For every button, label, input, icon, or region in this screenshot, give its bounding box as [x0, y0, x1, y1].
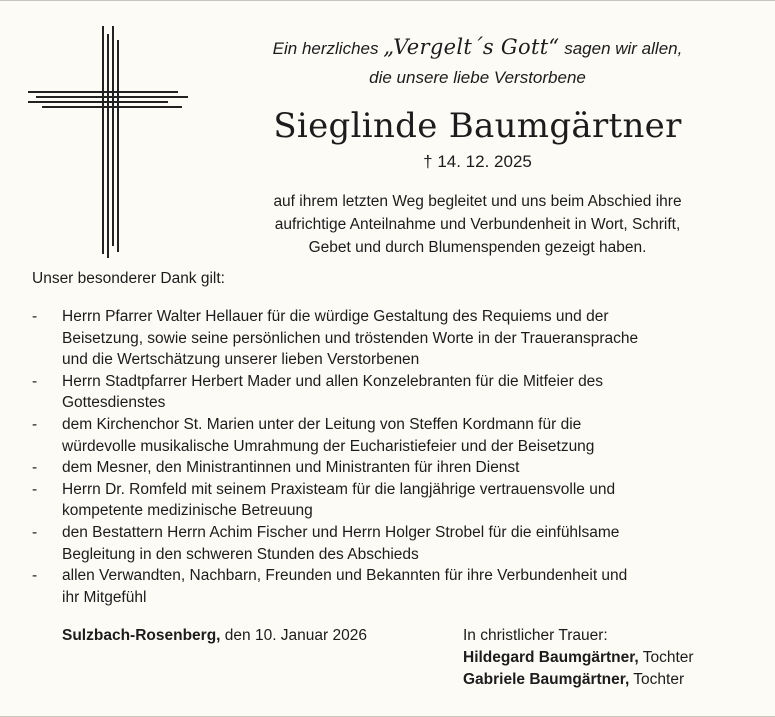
list-dash: -	[32, 480, 38, 498]
mourner-line	[463, 669, 694, 691]
notice-date: den 10. Januar 2026	[224, 627, 367, 644]
list-item	[0, 457, 775, 479]
list-item	[0, 522, 775, 565]
list-dash: -	[32, 372, 38, 390]
place-name: Sulzbach-Rosenberg,	[62, 627, 221, 644]
list-item-line: Beisetzung, sowie seine persönlichen und tröstenden Worte in der Traueransprache	[62, 329, 639, 347]
thanks-paragraph	[200, 190, 755, 259]
death-date: † 14. 12. 2025	[423, 152, 532, 171]
list-item-line: Gottesdienstes	[62, 394, 166, 412]
list-item-line: Herrn Stadtpfarrer Herbert Mader und allen Konzelebranten für die Mitfeier des	[62, 372, 604, 390]
list-item-line: und die Wertschätzung unserer lieben Verstorbenen	[62, 351, 420, 369]
list-item-line: Herrn Dr. Romfeld mit seinem Praxisteam für die langjährige vertrauensvolle und	[62, 480, 616, 498]
thanks-line: aufrichtige Anteilnahme und Verbundenheit in Wort, Schrift,	[274, 216, 681, 233]
list-item-line: allen Verwandten, Nachbarn, Freunden und Bekannten für ihre Verbundenheit und	[62, 567, 628, 585]
list-item-line: Begleitung in den schweren Stunden des Abschieds	[62, 545, 419, 563]
intro-post: sagen wir allen,	[564, 39, 683, 58]
list-item	[0, 371, 775, 414]
special-thanks-heading: Unser besonderer Dank gilt:	[32, 270, 225, 287]
vergelts-gott-quote: „Vergelt´s Gott“	[383, 35, 560, 59]
list-item	[0, 565, 775, 608]
list-item-line: dem Kirchenchor St. Marien unter der Leitung von Steffen Kordmann für die	[62, 415, 582, 433]
list-dash: -	[32, 459, 38, 477]
intro-pre: Ein herzliches	[272, 39, 379, 58]
mourner-line	[463, 647, 694, 669]
list-dash: -	[32, 415, 38, 433]
list-item-line: ihr Mitgefühl	[62, 588, 147, 606]
mourner-name: Gabriele Baumgärtner,	[463, 671, 630, 688]
mourning-heading: In christlicher Trauer:	[463, 627, 608, 644]
signature-block	[463, 625, 694, 691]
list-item-line: den Bestattern Herrn Achim Fischer und Herrn Holger Strobel für die einfühlsame	[62, 523, 620, 541]
list-item-line: kompetente medizinische Betreuung	[62, 502, 313, 520]
list-item	[0, 479, 775, 522]
thanks-line: Gebet und durch Blumenspenden gezeigt haben.	[308, 239, 647, 256]
cross-icon	[28, 26, 188, 258]
thanks-list	[0, 306, 775, 608]
place-date	[62, 625, 367, 647]
mourner-relation: Tochter	[642, 649, 694, 666]
list-dash: -	[32, 567, 38, 585]
list-dash: -	[32, 523, 38, 541]
list-item-line: dem Mesner, den Ministrantinnen und Ministranten für ihren Dienst	[62, 459, 520, 477]
mourner-relation: Tochter	[633, 671, 685, 688]
list-item-line: würdevolle musikalische Umrahmung der Eucharistiefeier und der Beisetzung	[62, 437, 595, 455]
deceased-name: Sieglinde Baumgärtner	[273, 106, 682, 146]
list-item	[0, 414, 775, 457]
intro-line-1	[200, 30, 755, 64]
list-item	[0, 306, 775, 371]
list-dash: -	[32, 308, 38, 325]
mourner-name: Hildegard Baumgärtner,	[463, 649, 639, 666]
thanks-line: auf ihrem letzten Weg begleitet und uns beim Abschied ihre	[273, 193, 682, 210]
intro-line-2: die unsere liebe Verstorbene	[369, 68, 586, 87]
list-item-line: Herrn Pfarrer Walter Hellauer für die würdige Gestaltung des Requiems und der	[62, 308, 609, 325]
